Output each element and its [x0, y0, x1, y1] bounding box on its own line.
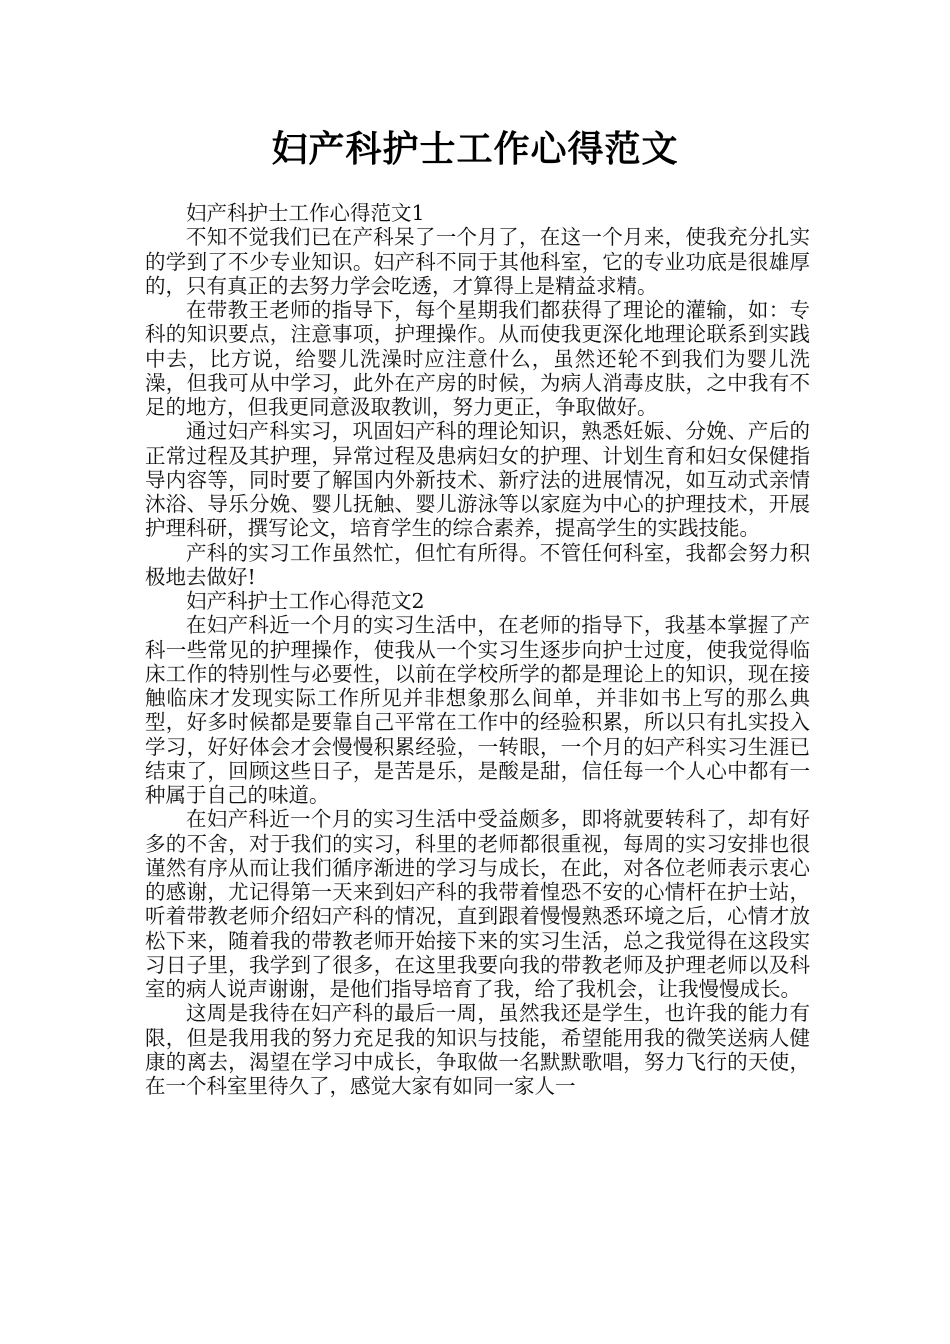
paragraph: 在妇产科近一个月的实习生活中受益颇多，即将就要转科了，却有好多的不舍，对于我们的实习，科里的老师都很重视，每周的实习安排也很谨然有序从而让我们循序渐进的学习与成长，在此，对各位老师表示衷心的感谢，尤记得第一天来到妇产科的我带着惶恐不安的心情杆在护士站，听着带教老师介绍妇产科的情况，直到跟着慢慢熟悉环境之后，心情才放松下来，随着我的带教老师开始接下来的实习生活，总之我觉得在这段实习日子里，我学到了很多，在这里我要向我的带教老师及护理老师以及科室的病人说声谢谢，是他们指导培育了我，给了我机会，让我慢慢成长。	[145, 807, 810, 1001]
paragraph: 产科的实习工作虽然忙，但忙有所得。不管任何科室，我都会努力积极地去做好!	[145, 540, 810, 589]
paragraph: 不知不觉我们已在产科呆了一个月了，在这一个月来，使我充分扎实的学到了不少专业知识。妇产科不同于其他科室，它的专业功底是很雄厚的，只有真正的去努力学会吃透，才算得上是精益求精。	[145, 225, 810, 298]
paragraph: 在妇产科近一个月的实习生活中，在老师的指导下，我基本掌握了产科一些常见的护理操作，使我从一个实习生逐步向护士过度，使我觉得临床工作的特别性与必要性，以前在学校所学的都是理论上的知识，现在接触临床才发现实际工作所见并非想象那么间单，并非如书上写的那么典型，好多时候都是要靠自己平常在工作中的经验积累，所以只有扎实投入学习，好好体会才会慢慢积累经验，一转眼，一个月的妇产科实习生涯已结束了，回顾这些日子，是苦是乐，是酸是甜，信任每一个人心中都有一种属于自己的味道。	[145, 613, 810, 807]
document-body	[145, 201, 810, 1098]
paragraph: 这周是我待在妇产科的最后一周，虽然我还是学生，也许我的能力有限，但是我用我的努力充足我的知识与技能，希望能用我的微笑送病人健康的离去，渴望在学习中成长，争取做一名默默歌唱，努力飞行的天使，在一个科室里待久了，感觉大家有如同一家人一	[145, 1001, 810, 1098]
paragraph: 在带教王老师的指导下，每个星期我们都获得了理论的灌输，如：专科的知识要点，注意事项，护理操作。从而使我更深化地理论联系到实践中去，比方说，给婴儿洗澡时应注意什么，虽然还轮不到我们为婴儿洗澡，但我可从中学习，此外在产房的时候，为病人消毒皮肤，之中我有不足的地方，但我更同意汲取教训，努力更正，争取做好。	[145, 298, 810, 419]
paragraph: 通过妇产科实习，巩固妇产科的理论知识，熟悉妊娠、分娩、产后的正常过程及其护理，异常过程及患病妇女的护理、计划生育和妇女保健指导内容等，同时要了解国内外新技术、新疗法的进展情况，如互动式亲情沐浴、导乐分娩、婴儿抚触、婴儿游泳等以家庭为中心的护理技术，开展护理科研，撰写论文，培育学生的综合素养，提高学生的实践技能。	[145, 419, 810, 541]
document-title: 妇产科护士工作心得范文	[271, 129, 679, 170]
section-heading-2: 妇产科护士工作心得范文2	[186, 589, 425, 613]
section-heading-1: 妇产科护士工作心得范文1	[186, 201, 425, 225]
